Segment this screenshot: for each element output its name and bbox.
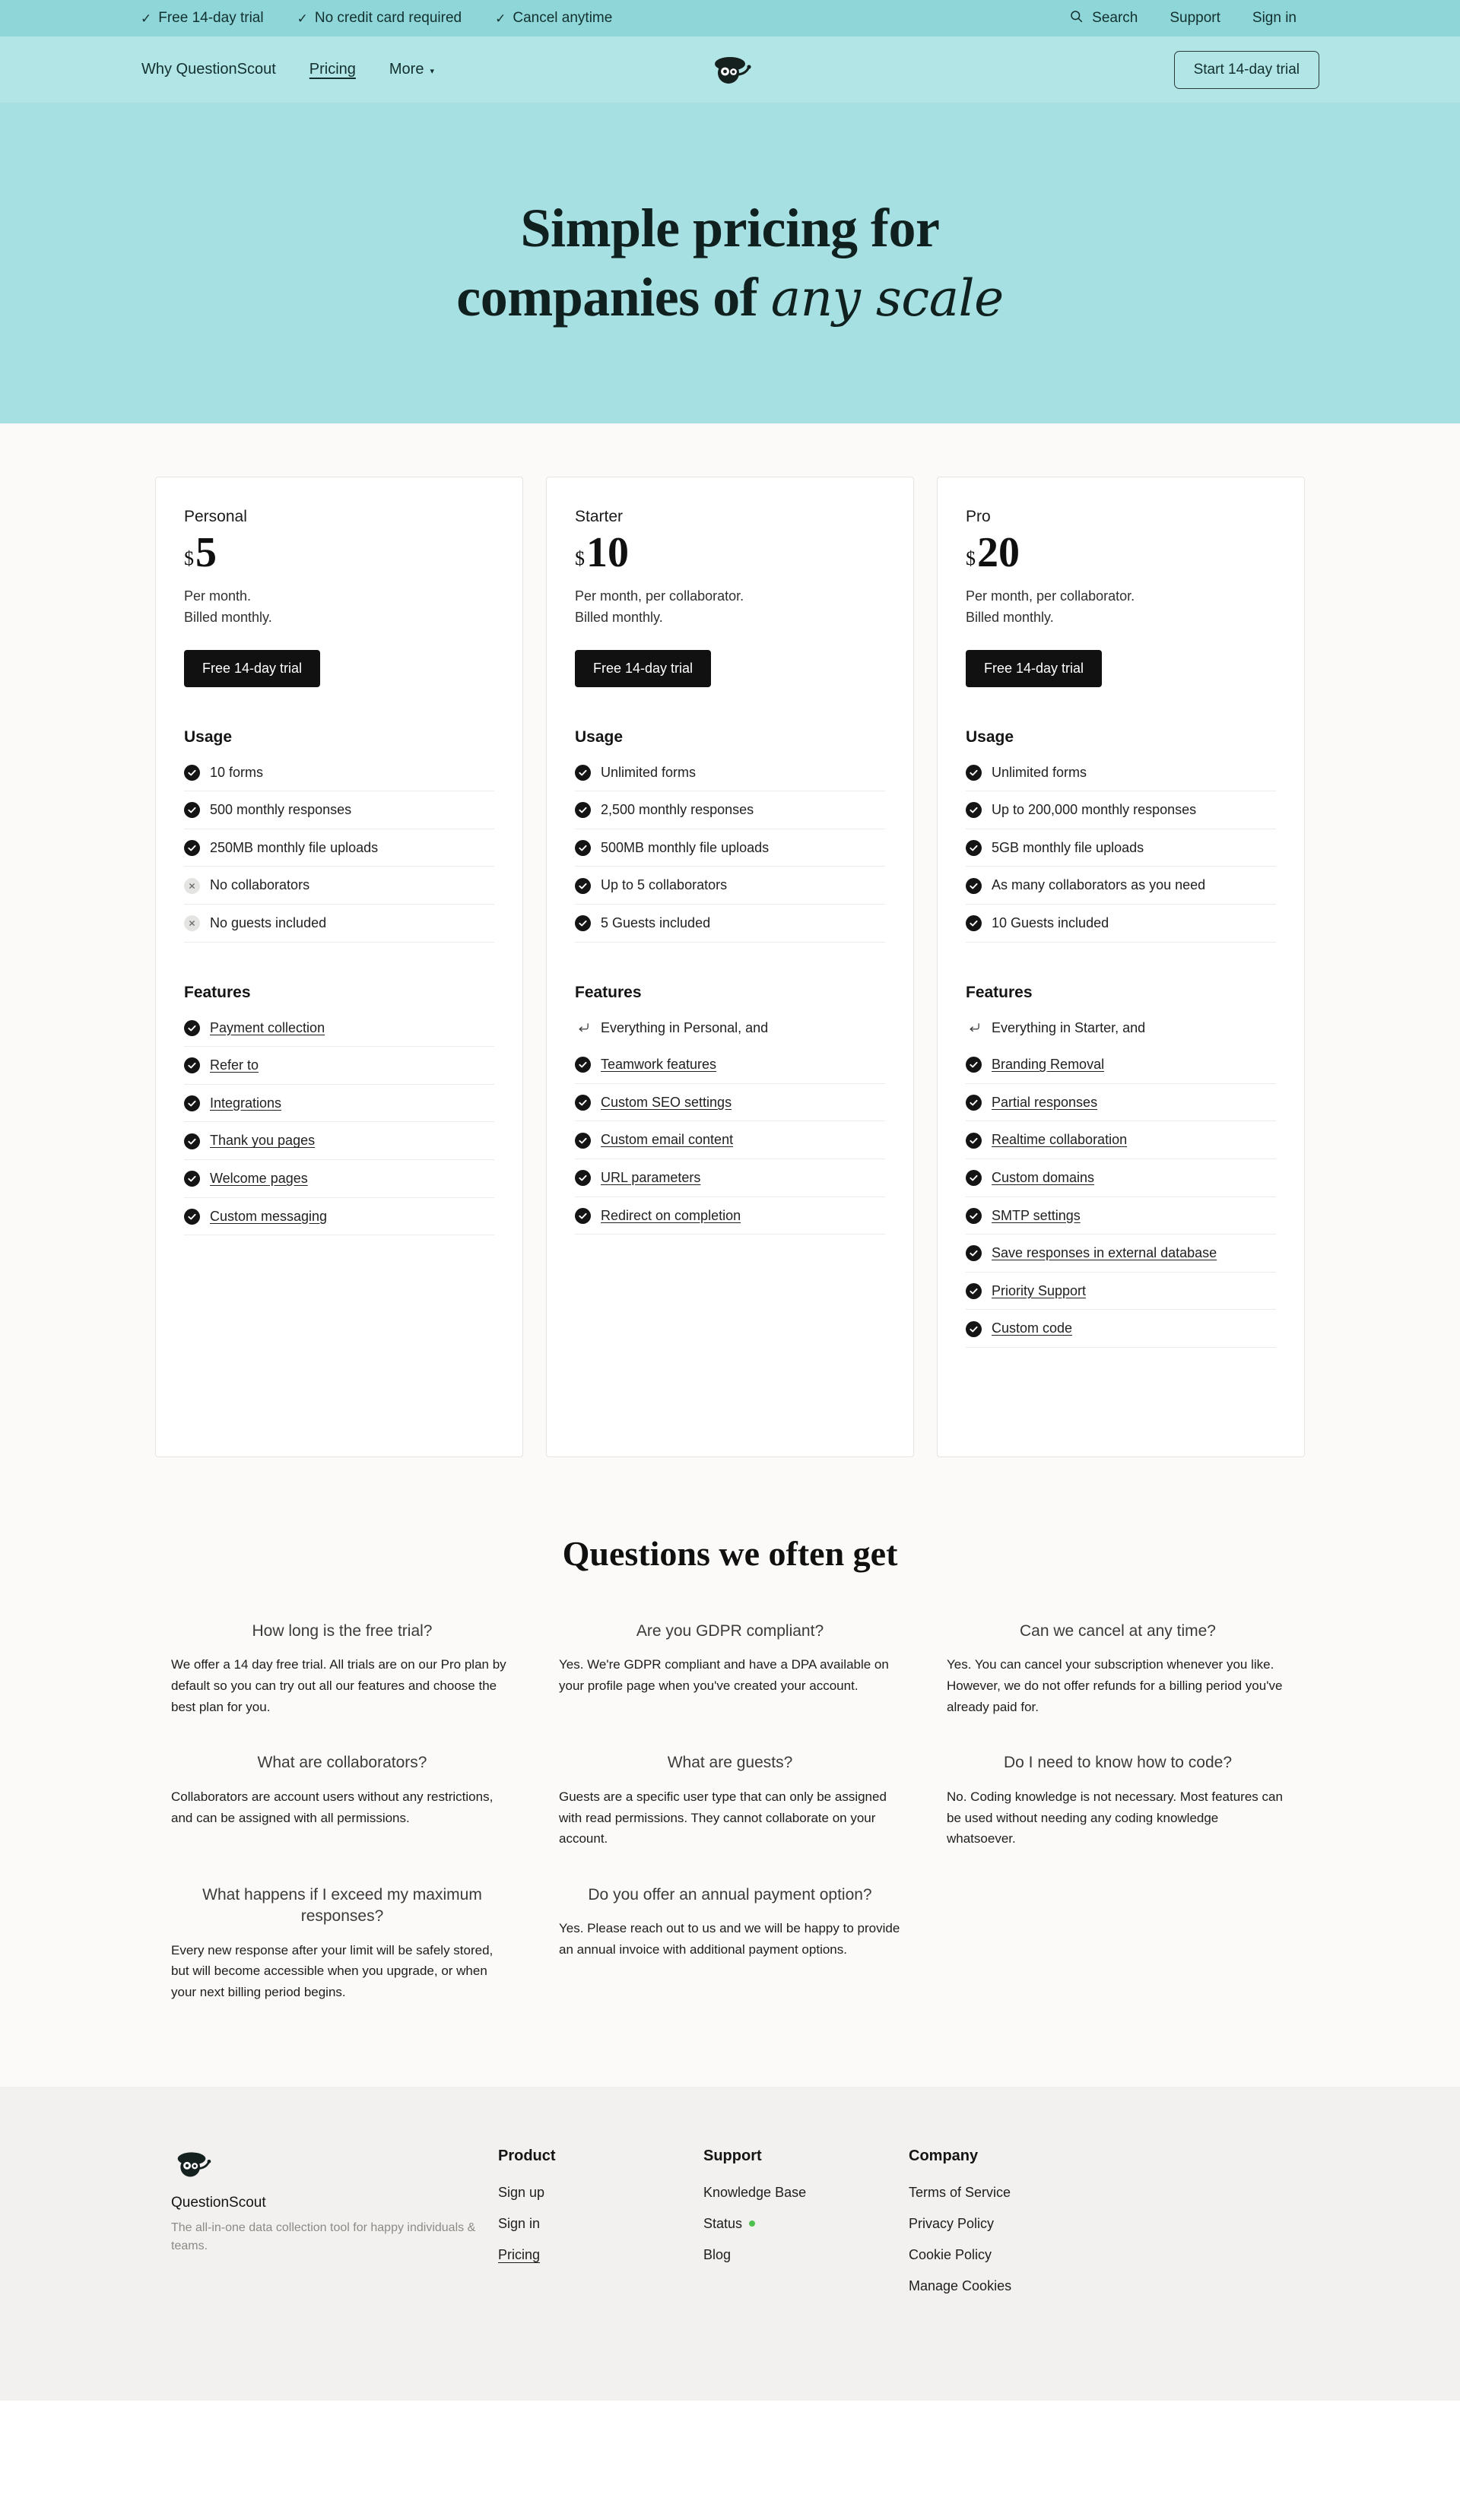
feature-item-label[interactable]: Integrations [210, 1095, 282, 1111]
free-trial-button[interactable]: Free 14-day trial [966, 650, 1102, 687]
usage-item-label: 10 Guests included [992, 914, 1109, 930]
announcement-item-trial [141, 10, 264, 27]
feature-item-label[interactable]: Priority Support [992, 1282, 1087, 1298]
feature-item[interactable] [575, 1084, 885, 1122]
features-list [184, 1010, 494, 1236]
footer-link-label: Sign up [498, 2184, 545, 2200]
search-icon [1070, 10, 1083, 27]
feature-item-label[interactable]: Thank you pages [210, 1133, 316, 1149]
check-circle-icon [184, 1209, 200, 1225]
usage-item [575, 754, 885, 792]
faq-item [947, 1752, 1289, 1849]
feature-item[interactable] [966, 1046, 1276, 1084]
faq-item [171, 1884, 513, 2003]
usage-item-label: 5GB monthly file uploads [992, 839, 1144, 855]
check-circle-icon [575, 1208, 591, 1224]
check-circle-icon [575, 915, 591, 931]
plan-name: Personal [184, 508, 247, 525]
price-value: 5 [195, 529, 217, 576]
feature-item-label[interactable]: Custom email content [601, 1132, 734, 1148]
faq-question: Do I need to know how to code? [1003, 1754, 1233, 1772]
footer-link[interactable] [703, 2185, 909, 2201]
feature-item[interactable] [184, 1122, 494, 1160]
plan-billing-line-2: Billed monthly. [966, 609, 1054, 625]
footer-link[interactable] [498, 2185, 703, 2201]
announcement-label: No credit card required [314, 10, 462, 26]
feature-item[interactable] [966, 1273, 1276, 1311]
plan-price [184, 531, 494, 575]
plan-price [575, 531, 885, 575]
plan-name: Pro [966, 508, 991, 525]
feature-item-label[interactable]: Custom SEO settings [601, 1094, 732, 1110]
plan-name: Starter [575, 508, 624, 525]
usage-item-label: 500 monthly responses [210, 802, 352, 818]
usage-list [575, 754, 885, 943]
usage-item [184, 867, 494, 905]
faq-item [171, 1621, 513, 1717]
plan-billing-note [966, 586, 1276, 629]
plan-billing-line-2: Billed monthly. [184, 609, 272, 625]
usage-item [966, 754, 1276, 792]
check-icon: ✓ [141, 11, 152, 26]
check-circle-icon [966, 1321, 982, 1337]
hero-line-2: companies of [456, 267, 771, 328]
usage-item [184, 791, 494, 829]
feature-item[interactable] [184, 1085, 494, 1123]
features-section-title: Features [966, 983, 1033, 1001]
feature-item-label[interactable]: Custom messaging [210, 1208, 328, 1224]
announcement-label: Cancel anytime [513, 10, 613, 26]
plan-billing-line-1: Per month, per collaborator. [966, 588, 1135, 604]
pricing-cards [0, 423, 1460, 1518]
check-circle-icon [966, 802, 982, 818]
feature-item-label[interactable]: Save responses in external database [992, 1245, 1217, 1261]
page-title [456, 194, 1003, 331]
feature-item[interactable] [966, 1121, 1276, 1159]
cross-circle-icon [184, 915, 200, 931]
check-circle-icon [966, 1133, 982, 1149]
feature-item[interactable] [966, 1197, 1276, 1235]
check-circle-icon [966, 1170, 982, 1186]
usage-list [966, 754, 1276, 943]
footer-column-heading: Product [498, 2147, 556, 2164]
start-trial-button[interactable]: Start 14-day trial [1174, 51, 1319, 89]
faq-item [559, 1752, 901, 1849]
usage-item [575, 829, 885, 867]
plan-price [966, 531, 1276, 575]
check-circle-icon [575, 1095, 591, 1111]
footer-link[interactable] [909, 2247, 1114, 2263]
feature-item[interactable] [184, 1198, 494, 1236]
faq-question: What are guests? [667, 1754, 793, 1772]
footer-column-heading: Support [703, 2147, 762, 2164]
check-circle-icon [966, 1095, 982, 1111]
usage-item-label: 5 Guests included [601, 914, 711, 930]
faq-answer: Every new response after your limit will be safely stored, but will become accessible when you upgrade, or when your next billing period begins. [171, 1942, 494, 1999]
questionscout-logo-footer[interactable] [171, 2148, 498, 2181]
check-circle-icon [184, 802, 200, 818]
feature-item-label[interactable]: SMTP settings [992, 1207, 1081, 1223]
signin-label: Sign in [1252, 10, 1297, 26]
footer-link[interactable] [909, 2278, 1114, 2294]
nav-item-pricing[interactable]: Pricing [309, 61, 356, 78]
feature-item-label[interactable]: Custom domains [992, 1169, 1095, 1185]
feature-item[interactable] [575, 1046, 885, 1084]
check-circle-icon [575, 840, 591, 856]
nav-links [141, 61, 434, 78]
hero-section [0, 103, 1460, 423]
usage-item [184, 905, 494, 943]
currency-symbol: $ [575, 547, 585, 569]
features-list [966, 1010, 1276, 1348]
faq-answer: Yes. We're GDPR compliant and have a DPA available on your profile page when you've created your account. [559, 1657, 889, 1694]
faq-item [171, 1752, 513, 1849]
usage-item [575, 905, 885, 943]
features-section-title: Features [575, 983, 642, 1001]
topbar-actions [1070, 10, 1297, 27]
announcement-label: Free 14-day trial [158, 10, 264, 26]
usage-item-label: 500MB monthly file uploads [601, 839, 770, 855]
usage-item [966, 791, 1276, 829]
usage-item [184, 754, 494, 792]
search-button[interactable] [1070, 10, 1138, 27]
pricing-card-personal [155, 477, 523, 1457]
check-icon: ✓ [495, 11, 506, 26]
faq-question: Can we cancel at any time? [1020, 1622, 1216, 1640]
footer-link-label: Knowledge Base [703, 2184, 807, 2200]
hero-line-2-script: any scale [770, 269, 1004, 328]
usage-item [184, 829, 494, 867]
plan-billing-line-1: Per month, per collaborator. [575, 588, 744, 604]
footer-column-product [498, 2148, 703, 2309]
check-circle-icon [966, 840, 982, 856]
site-footer [0, 2087, 1460, 2401]
faq-answer: Yes. You can cancel your subscription whenever you like. However, we do not offer refunds for a billing period you've already paid for. [947, 1657, 1283, 1714]
faq-question: How long is the free trial? [252, 1622, 433, 1640]
usage-item-label: 2,500 monthly responses [601, 802, 754, 818]
price-value: 10 [586, 529, 629, 576]
check-circle-icon [966, 878, 982, 894]
usage-item-label: Up to 200,000 monthly responses [992, 802, 1197, 818]
footer-inner [171, 2148, 1289, 2309]
usage-item-label: Unlimited forms [601, 764, 697, 780]
usage-item-label: Unlimited forms [992, 764, 1087, 780]
faq-title: Questions we often get [562, 1534, 898, 1573]
faq-answer: Yes. Please reach out to us and we will be happy to provide an annual invoice with additional payment options. [559, 1921, 900, 1957]
faq-question: Are you GDPR compliant? [636, 1622, 824, 1640]
faq-answer: No. Coding knowledge is not necessary. Most features can be used without needing any coding knowledge whatsoever. [947, 1789, 1283, 1846]
feature-item[interactable] [184, 1047, 494, 1085]
plan-billing-line-2: Billed monthly. [575, 609, 663, 625]
usage-item [575, 791, 885, 829]
status-dot-icon [749, 2220, 755, 2227]
usage-item [966, 905, 1276, 943]
footer-link-label: Sign in [498, 2215, 541, 2231]
support-link[interactable] [1170, 10, 1220, 27]
plan-billing-note [575, 586, 885, 629]
pricing-card-pro [937, 477, 1305, 1457]
feature-item-label[interactable]: Refer to [210, 1057, 259, 1073]
pricing-card-starter [546, 477, 914, 1457]
usage-item [575, 867, 885, 905]
features-section-title: Features [184, 983, 251, 1001]
feature-item[interactable] [966, 1159, 1276, 1197]
footer-link-label: Status [703, 2215, 743, 2231]
hero-line-1: Simple pricing for [520, 198, 940, 259]
usage-list [184, 754, 494, 943]
usage-item-label: No guests included [210, 914, 327, 930]
feature-item-label: Everything in Starter, and [992, 1019, 1146, 1035]
check-circle-icon [966, 1057, 982, 1073]
nav-item-more-label: More [389, 61, 424, 78]
faq-question: What happens if I exceed my maximum responses? [202, 1885, 482, 1926]
usage-item-label: No collaborators [210, 877, 310, 893]
check-circle-icon [184, 1171, 200, 1187]
feature-item-label[interactable]: Partial responses [992, 1094, 1098, 1110]
main-navigation [0, 36, 1460, 103]
check-circle-icon [575, 802, 591, 818]
feature-item-label[interactable]: Custom code [992, 1320, 1073, 1336]
footer-link-label: Privacy Policy [909, 2215, 995, 2231]
usage-section-title: Usage [184, 727, 233, 746]
support-label: Support [1170, 10, 1220, 26]
feature-item [966, 1010, 1276, 1047]
feature-item[interactable] [575, 1121, 885, 1159]
footer-link-label: Cookie Policy [909, 2246, 992, 2262]
check-circle-icon [966, 915, 982, 931]
usage-section-title: Usage [966, 727, 1014, 746]
feature-item-label: Everything in Personal, and [601, 1019, 769, 1035]
check-circle-icon [184, 1095, 200, 1111]
footer-link[interactable] [909, 2216, 1114, 2232]
usage-item-label: As many collaborators as you need [992, 877, 1206, 893]
usage-section-title: Usage [575, 727, 624, 746]
faq-item [559, 1621, 901, 1717]
feature-item[interactable] [966, 1235, 1276, 1273]
feature-item-label[interactable]: Payment collection [210, 1019, 325, 1035]
check-circle-icon [966, 765, 982, 781]
feature-item[interactable] [966, 1310, 1276, 1348]
check-circle-icon [184, 840, 200, 856]
check-circle-icon [966, 1245, 982, 1261]
check-circle-icon [575, 878, 591, 894]
check-circle-icon [575, 765, 591, 781]
faq-item [947, 1621, 1289, 1717]
check-icon: ✓ [297, 11, 308, 26]
arrow-return-icon [966, 1020, 982, 1036]
feature-item[interactable] [184, 1010, 494, 1048]
feature-item[interactable] [966, 1084, 1276, 1122]
features-list [575, 1010, 885, 1235]
usage-item-label: Up to 5 collaborators [601, 877, 728, 893]
feature-item[interactable] [575, 1159, 885, 1197]
announcement-item-nocard [297, 10, 462, 27]
check-circle-icon [184, 1133, 200, 1149]
faq-item [559, 1884, 901, 2003]
footer-column-company [909, 2148, 1114, 2309]
check-circle-icon [575, 1057, 591, 1073]
arrow-return-icon [575, 1020, 591, 1036]
faq-question: Do you offer an annual payment option? [588, 1885, 872, 1903]
free-trial-button[interactable]: Free 14-day trial [184, 650, 320, 687]
faq-question: What are collaborators? [257, 1754, 427, 1772]
feature-item [575, 1010, 885, 1047]
feature-item-label[interactable]: Welcome pages [210, 1170, 308, 1186]
footer-link-label: Manage Cookies [909, 2278, 1012, 2293]
footer-column-heading: Company [909, 2147, 979, 2164]
footer-link-label: Terms of Service [909, 2184, 1011, 2200]
announcement-items [141, 10, 612, 27]
announcement-bar [0, 0, 1460, 36]
faq-section [0, 1518, 1460, 2087]
search-label: Search [1092, 10, 1138, 26]
plan-billing-line-1: Per month. [184, 588, 252, 604]
feature-item-label[interactable]: URL parameters [601, 1169, 701, 1185]
footer-link[interactable] [498, 2247, 703, 2263]
nav-item-why[interactable]: Why QuestionScout [141, 61, 276, 78]
faq-answer: Guests are a specific user type that can only be assigned with read permissions. They cannot collaborate on your account. [559, 1789, 887, 1846]
footer-brand [171, 2148, 498, 2309]
footer-link[interactable] [909, 2185, 1114, 2201]
faq-grid [171, 1621, 1289, 2003]
footer-link[interactable] [703, 2247, 909, 2263]
questionscout-logo[interactable] [708, 52, 752, 88]
faq-answer: Collaborators are account users without any restrictions, and can be assigned with all permissions. [171, 1789, 494, 1825]
feature-item[interactable] [184, 1160, 494, 1198]
usage-item-label: 10 forms [210, 764, 264, 780]
footer-columns [498, 2148, 1114, 2309]
footer-link[interactable] [498, 2216, 703, 2232]
feature-item-label[interactable]: Branding Removal [992, 1057, 1105, 1073]
check-circle-icon [575, 1170, 591, 1186]
footer-column-support [703, 2148, 909, 2309]
check-circle-icon [966, 1208, 982, 1224]
signin-link[interactable] [1252, 10, 1297, 27]
plan-billing-note [184, 586, 494, 629]
faq-answer: We offer a 14 day free trial. All trials are on our Pro plan by default so you can try out all our features and choose the best plan for you. [171, 1657, 506, 1714]
footer-link[interactable] [703, 2216, 909, 2232]
check-circle-icon [966, 1283, 982, 1299]
check-circle-icon [184, 1020, 200, 1036]
usage-item-label: 250MB monthly file uploads [210, 839, 379, 855]
check-circle-icon [184, 765, 200, 781]
check-circle-icon [184, 1057, 200, 1073]
free-trial-button[interactable]: Free 14-day trial [575, 650, 711, 687]
check-circle-icon [575, 1133, 591, 1149]
footer-tagline: The all-in-one data collection tool for happy individuals & teams. [171, 2220, 476, 2252]
footer-link-label: Blog [703, 2246, 732, 2262]
feature-item-label[interactable]: Teamwork features [601, 1057, 717, 1073]
usage-item [966, 829, 1276, 867]
chevron-down-icon: ▾ [430, 67, 434, 76]
feature-item-label[interactable]: Realtime collaboration [992, 1132, 1128, 1148]
announcement-item-cancel [495, 10, 612, 27]
footer-brand-name: QuestionScout [171, 2194, 266, 2211]
currency-symbol: $ [966, 547, 976, 569]
cross-circle-icon [184, 878, 200, 894]
feature-item[interactable] [575, 1197, 885, 1235]
feature-item-label[interactable]: Redirect on completion [601, 1207, 741, 1223]
footer-link-label: Pricing [498, 2246, 541, 2262]
currency-symbol: $ [184, 547, 194, 569]
usage-item [966, 867, 1276, 905]
nav-item-more[interactable] [389, 61, 434, 78]
price-value: 20 [977, 529, 1020, 576]
